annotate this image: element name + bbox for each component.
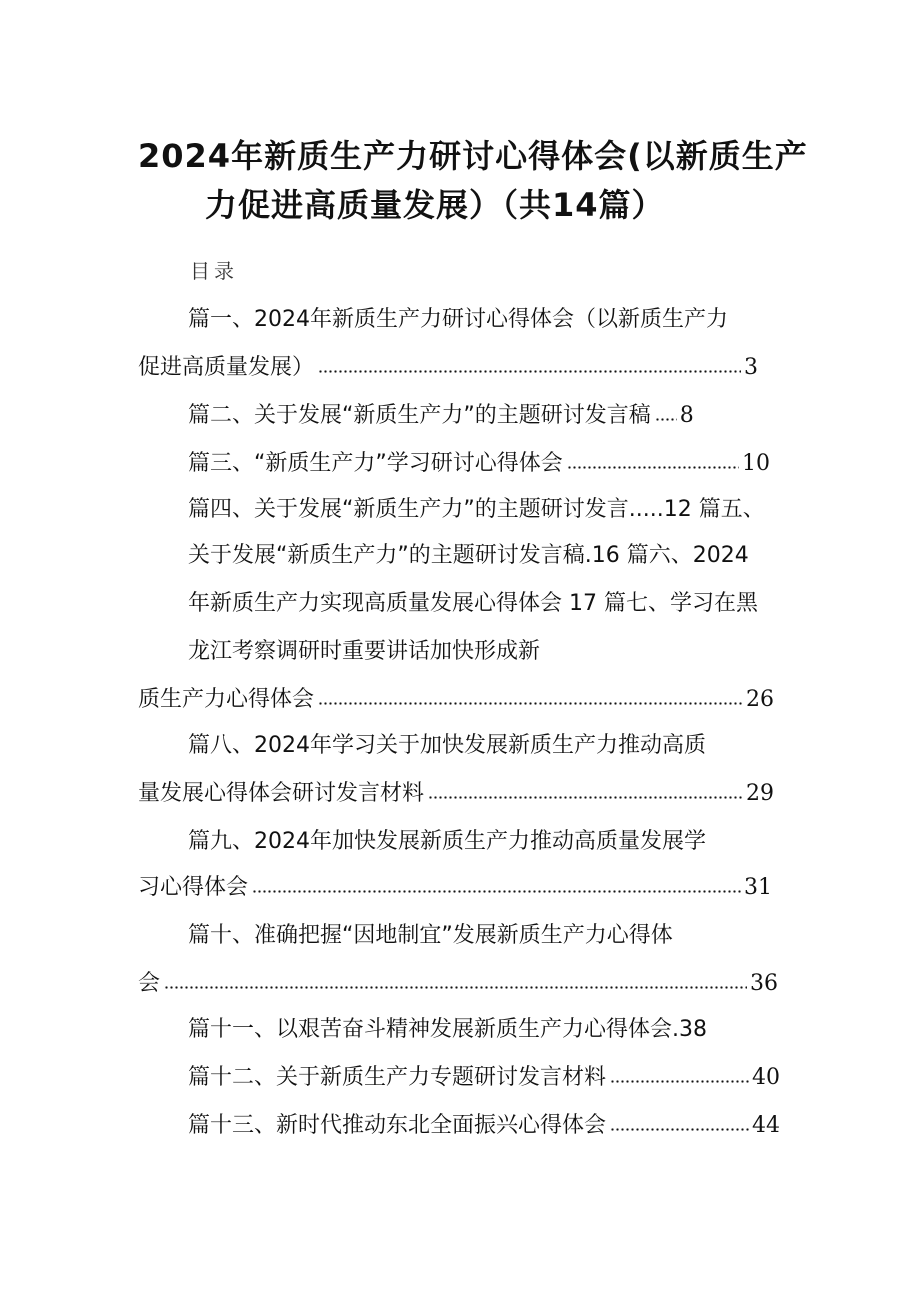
document-title-line-1: 2024年新质生产力研讨心得体会(以新质生产 xyxy=(138,137,808,175)
toc-entry-1-line-1[interactable]: 篇一、2024年新质生产力研讨心得体会（以新质生产力 xyxy=(188,307,728,332)
toc-entry-9-page: 31 xyxy=(744,875,772,900)
toc-heading: 目录 xyxy=(190,259,238,283)
dot-leader xyxy=(567,463,739,471)
toc-entry-3[interactable] xyxy=(188,448,770,480)
toc-entry-10-line-1[interactable]: 篇十、准确把握“因地制宜”发展新质生产力心得体 xyxy=(188,923,673,948)
toc-entry-2[interactable] xyxy=(188,400,748,432)
dot-leader xyxy=(610,1125,749,1133)
toc-entry-8-page: 29 xyxy=(746,781,774,806)
toc-entry-9-line-1[interactable]: 篇九、2024年加快发展新质生产力推动高质量发展学 xyxy=(188,829,706,854)
dot-leader xyxy=(164,983,747,991)
dot-leader xyxy=(428,793,743,801)
toc-run-line-1[interactable]: 篇四、关于发展“新质生产力”的主题研讨发言.....12 篇五、 xyxy=(188,497,765,522)
toc-entry-2-page: 8 xyxy=(679,403,694,428)
toc-entry-13-page: 44 xyxy=(752,1113,780,1138)
toc-entry-9-line-2[interactable] xyxy=(138,872,772,904)
toc-entry-2-text: 篇二、关于发展“新质生产力”的主题研讨发言稿 xyxy=(188,403,651,428)
toc-entry-12-text: 篇十二、关于新质生产力专题研讨发言材料 xyxy=(188,1065,607,1090)
toc-entry-10-text: 会 xyxy=(138,971,161,996)
toc-entry-1-text: 促进高质量发展） xyxy=(138,355,315,380)
dot-leader xyxy=(252,887,741,895)
toc-entry-8-line-2[interactable] xyxy=(138,778,774,810)
toc-entry-12[interactable] xyxy=(188,1062,780,1094)
toc-run-line-3[interactable]: 年新质生产力实现高质量发展心得体会 17 篇七、学习在黑 xyxy=(188,591,758,616)
toc-entry-7-line[interactable] xyxy=(138,684,774,716)
dot-leader xyxy=(318,367,741,375)
toc-run-line-4[interactable]: 龙江考察调研时重要讲话加快形成新 xyxy=(188,639,541,664)
dot-leader xyxy=(318,699,743,707)
toc-entry-3-page: 10 xyxy=(742,451,770,476)
toc-entry-12-page: 40 xyxy=(752,1065,780,1090)
toc-run-line-2[interactable]: 关于发展“新质生产力”的主题研讨发言稿.16 篇六、2024 xyxy=(188,543,749,568)
toc-entry-1-page: 3 xyxy=(744,355,758,380)
toc-entry-10-line-2[interactable] xyxy=(138,968,778,1000)
toc-entry-13-text: 篇十三、新时代推动东北全面振兴心得体会 xyxy=(188,1113,607,1138)
dot-leader xyxy=(655,415,677,423)
toc-entry-7-text: 质生产力心得体会 xyxy=(138,687,315,712)
toc-entry-1-line-2[interactable] xyxy=(138,352,758,384)
toc-entry-3-text: 篇三、“新质生产力”学习研讨心得体会 xyxy=(188,451,563,476)
toc-entry-13[interactable] xyxy=(188,1110,780,1142)
toc-entry-11[interactable]: 篇十一、以艰苦奋斗精神发展新质生产力心得体会.38 xyxy=(188,1017,707,1042)
dot-leader xyxy=(610,1077,749,1085)
toc-entry-10-page: 36 xyxy=(750,971,778,996)
toc-entry-9-text: 习心得体会 xyxy=(138,875,249,900)
toc-entry-8-line-1[interactable]: 篇八、2024年学习关于加快发展新质生产力推动高质 xyxy=(188,733,706,758)
document-title-line-2: 力促进高质量发展）（共14篇） xyxy=(205,186,665,224)
toc-entry-8-text: 量发展心得体会研讨发言材料 xyxy=(138,781,425,806)
toc-entry-7-page: 26 xyxy=(746,687,774,712)
